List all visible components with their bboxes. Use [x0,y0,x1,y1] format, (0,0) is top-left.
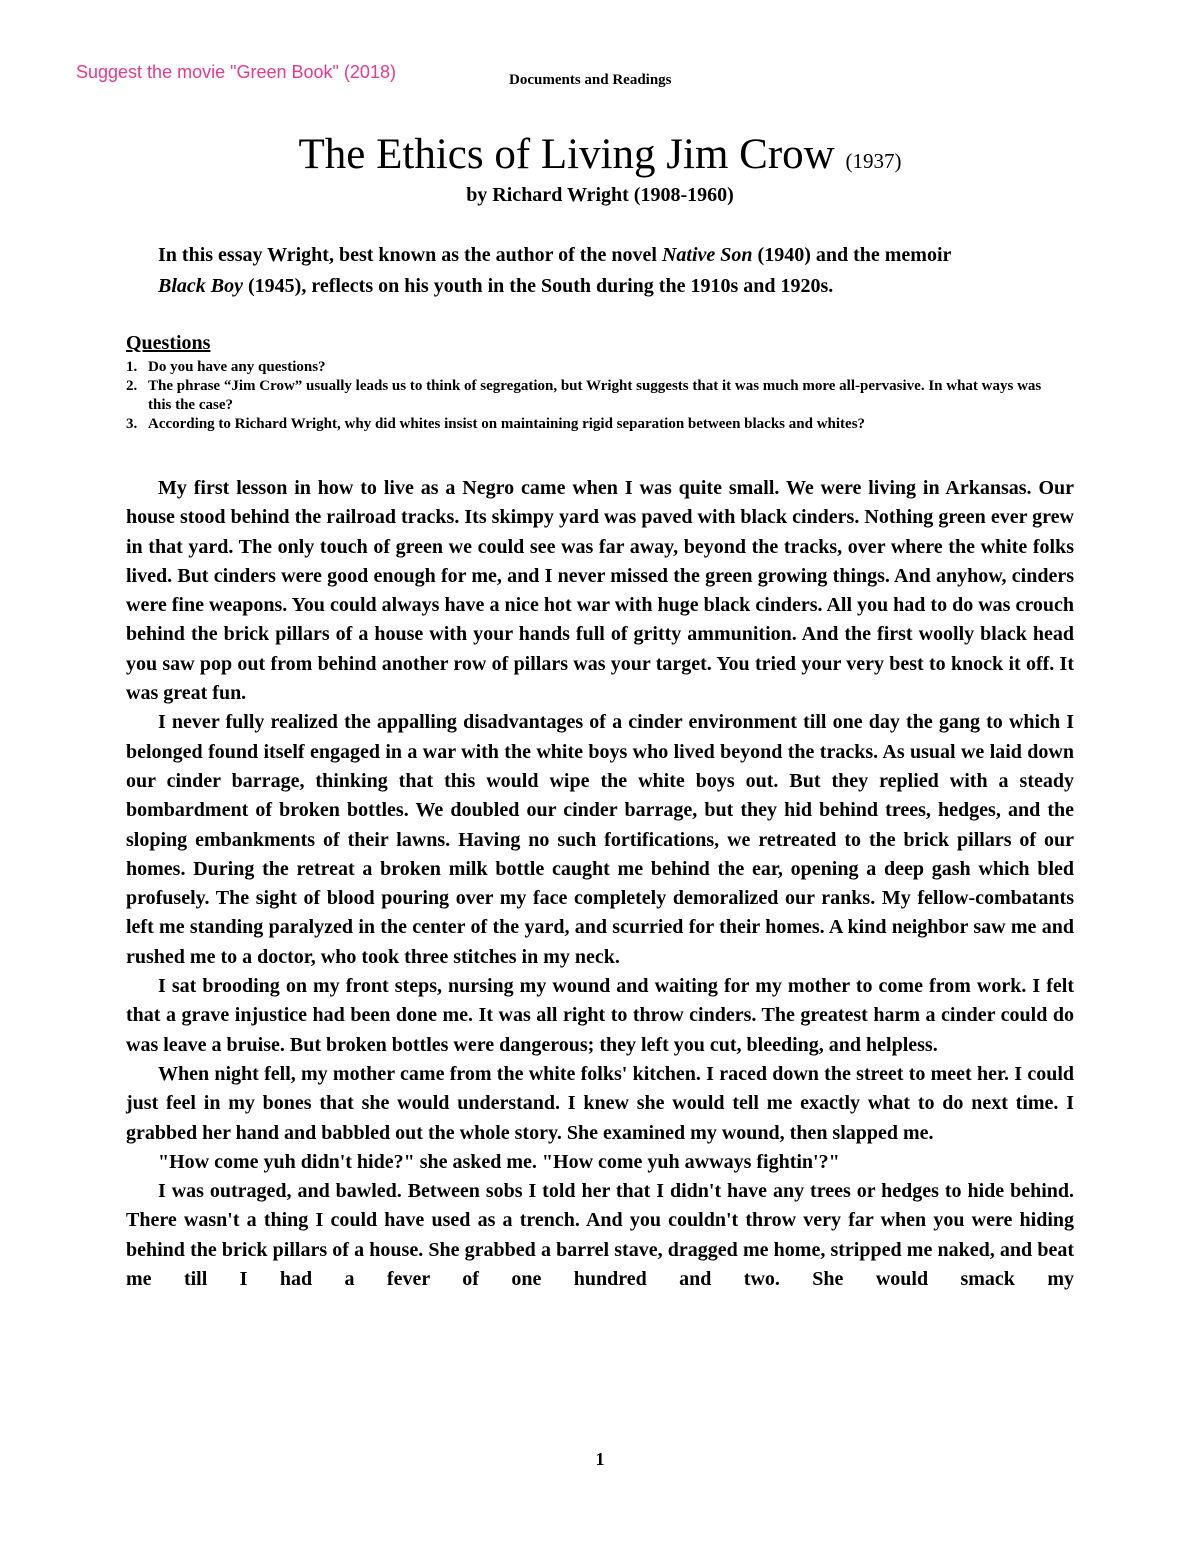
essay-paragraph: When night fell, my mother came from the white folks' kitchen. I raced down the street to meet her. I could just feel in my bones that she would understand. I knew she would tell me exactly what to do next time. I grabbed her hand and babbled out the whole story. She examined my wound, then slapped me. [126,1062,1074,1144]
running-head: Documents and Readings [509,72,672,88]
essay-title-main: The Ethics of Living Jim Crow [298,131,835,178]
intro-text-1: In this essay Wright, best known as the author of the novel [158,244,662,266]
questions-section [126,330,1056,434]
intro-text-3: (1945), reflects on his youth in the South during the 1910s and 1920s. [243,275,834,297]
questions-list [126,358,1056,434]
intro-paragraph [158,240,1048,302]
essay-paragraph: I was outraged, and bawled. Between sobs I told her that I didn't have any trees or hedges to hide behind. There wasn't a thing I could have used as a trench. And you couldn't throw very far when you were hiding behind the brick pillars of a house. She grabbed a barrel stave, dragged me home, stripped me naked, and beat me till I had a fever of one hundred and two. She would smack my [126,1180,1074,1291]
intro-black-boy: Black Boy [158,275,243,297]
question-text: Do you have any questions? [148,359,326,375]
margin-annotation: Suggest the movie "Green Book" (2018) [76,62,396,82]
essay-paragraph: I never fully realized the appalling disadvantages of a cinder environment till one day the gang to which I belonged found itself engaged in a war with the white boys who lived beyond the tracks. As usual we laid down our cinder barrage, thinking that this would wipe the white boys out. But they replied with a steady bombardment of broken bottles. We doubled our cinder barrage, but they hid behind trees, hedges, and the sloping embankments of their lawns. Having no such fortifications, we retreated to the brick pillars of our homes. During the retreat a broken milk bottle caught me behind the ear, opening a deep gash which bled profusely. The sight of blood pouring over my face completely demoralized our ranks. My fellow-combatants left me standing paralyzed in the center of the yard, and scurried for their homes. A kind neighbor saw me and rushed me to a doctor, who took three stitches in my neck. [126,711,1074,968]
intro-text-2: (1940) and the memoir [752,244,952,266]
essay-paragraph: "How come yuh didn't hide?" she asked me. "How come yuh awways fightin'?" [158,1150,840,1173]
essay-title [0,130,1200,179]
question-item [126,415,1056,434]
question-number: 3. [126,416,138,432]
question-number: 1. [126,359,138,375]
essay-body [126,474,1074,1294]
essay-paragraph: I sat brooding on my front steps, nursing my wound and waiting for my mother to come from work. I felt that a grave injustice had been done me. It was all right to throw cinders. The greatest harm a cinder could do was leave a bruise. But broken bottles were dangerous; they left you cut, bleeding, and helpless. [126,975,1074,1056]
essay-title-year: (1937) [845,149,902,173]
intro-native-son: Native Son [661,244,753,266]
essay-paragraph: My first lesson in how to live as a Negro came when I was quite small. We were living in Arkansas. Our house stood behind the railroad tracks. Its skimpy yard was paved with black cinders. Nothing green ever grew in that yard. The only touch of green we could see was far away, beyond the tracks, over where the white folks lived. But cinders were good enough for me, and I never missed the green growing things. And anyhow, cinders were fine weapons. You could always have a nice hot war with huge black cinders. All you had to do was crouch behind the brick pillars of a house with your hands full of gritty ammunition. And the first woolly black head you saw pop out from behind another row of pillars was your target. You tried your very best to knock it off. It was great fun. [126,477,1074,705]
question-number: 2. [126,378,138,394]
question-item [126,358,1056,377]
question-text: The phrase “Jim Crow” usually leads us to think of segregation, but Wright suggests that it was much more all-pervasive. In what ways was this the case? [148,378,1042,413]
byline: by Richard Wright (1908-1960) [466,184,734,206]
question-text: According to Richard Wright, why did whites insist on maintaining rigid separation between blacks and whites? [148,416,866,432]
page-number: 1 [595,1449,605,1469]
question-item [126,377,1056,415]
questions-heading: Questions [126,332,211,354]
